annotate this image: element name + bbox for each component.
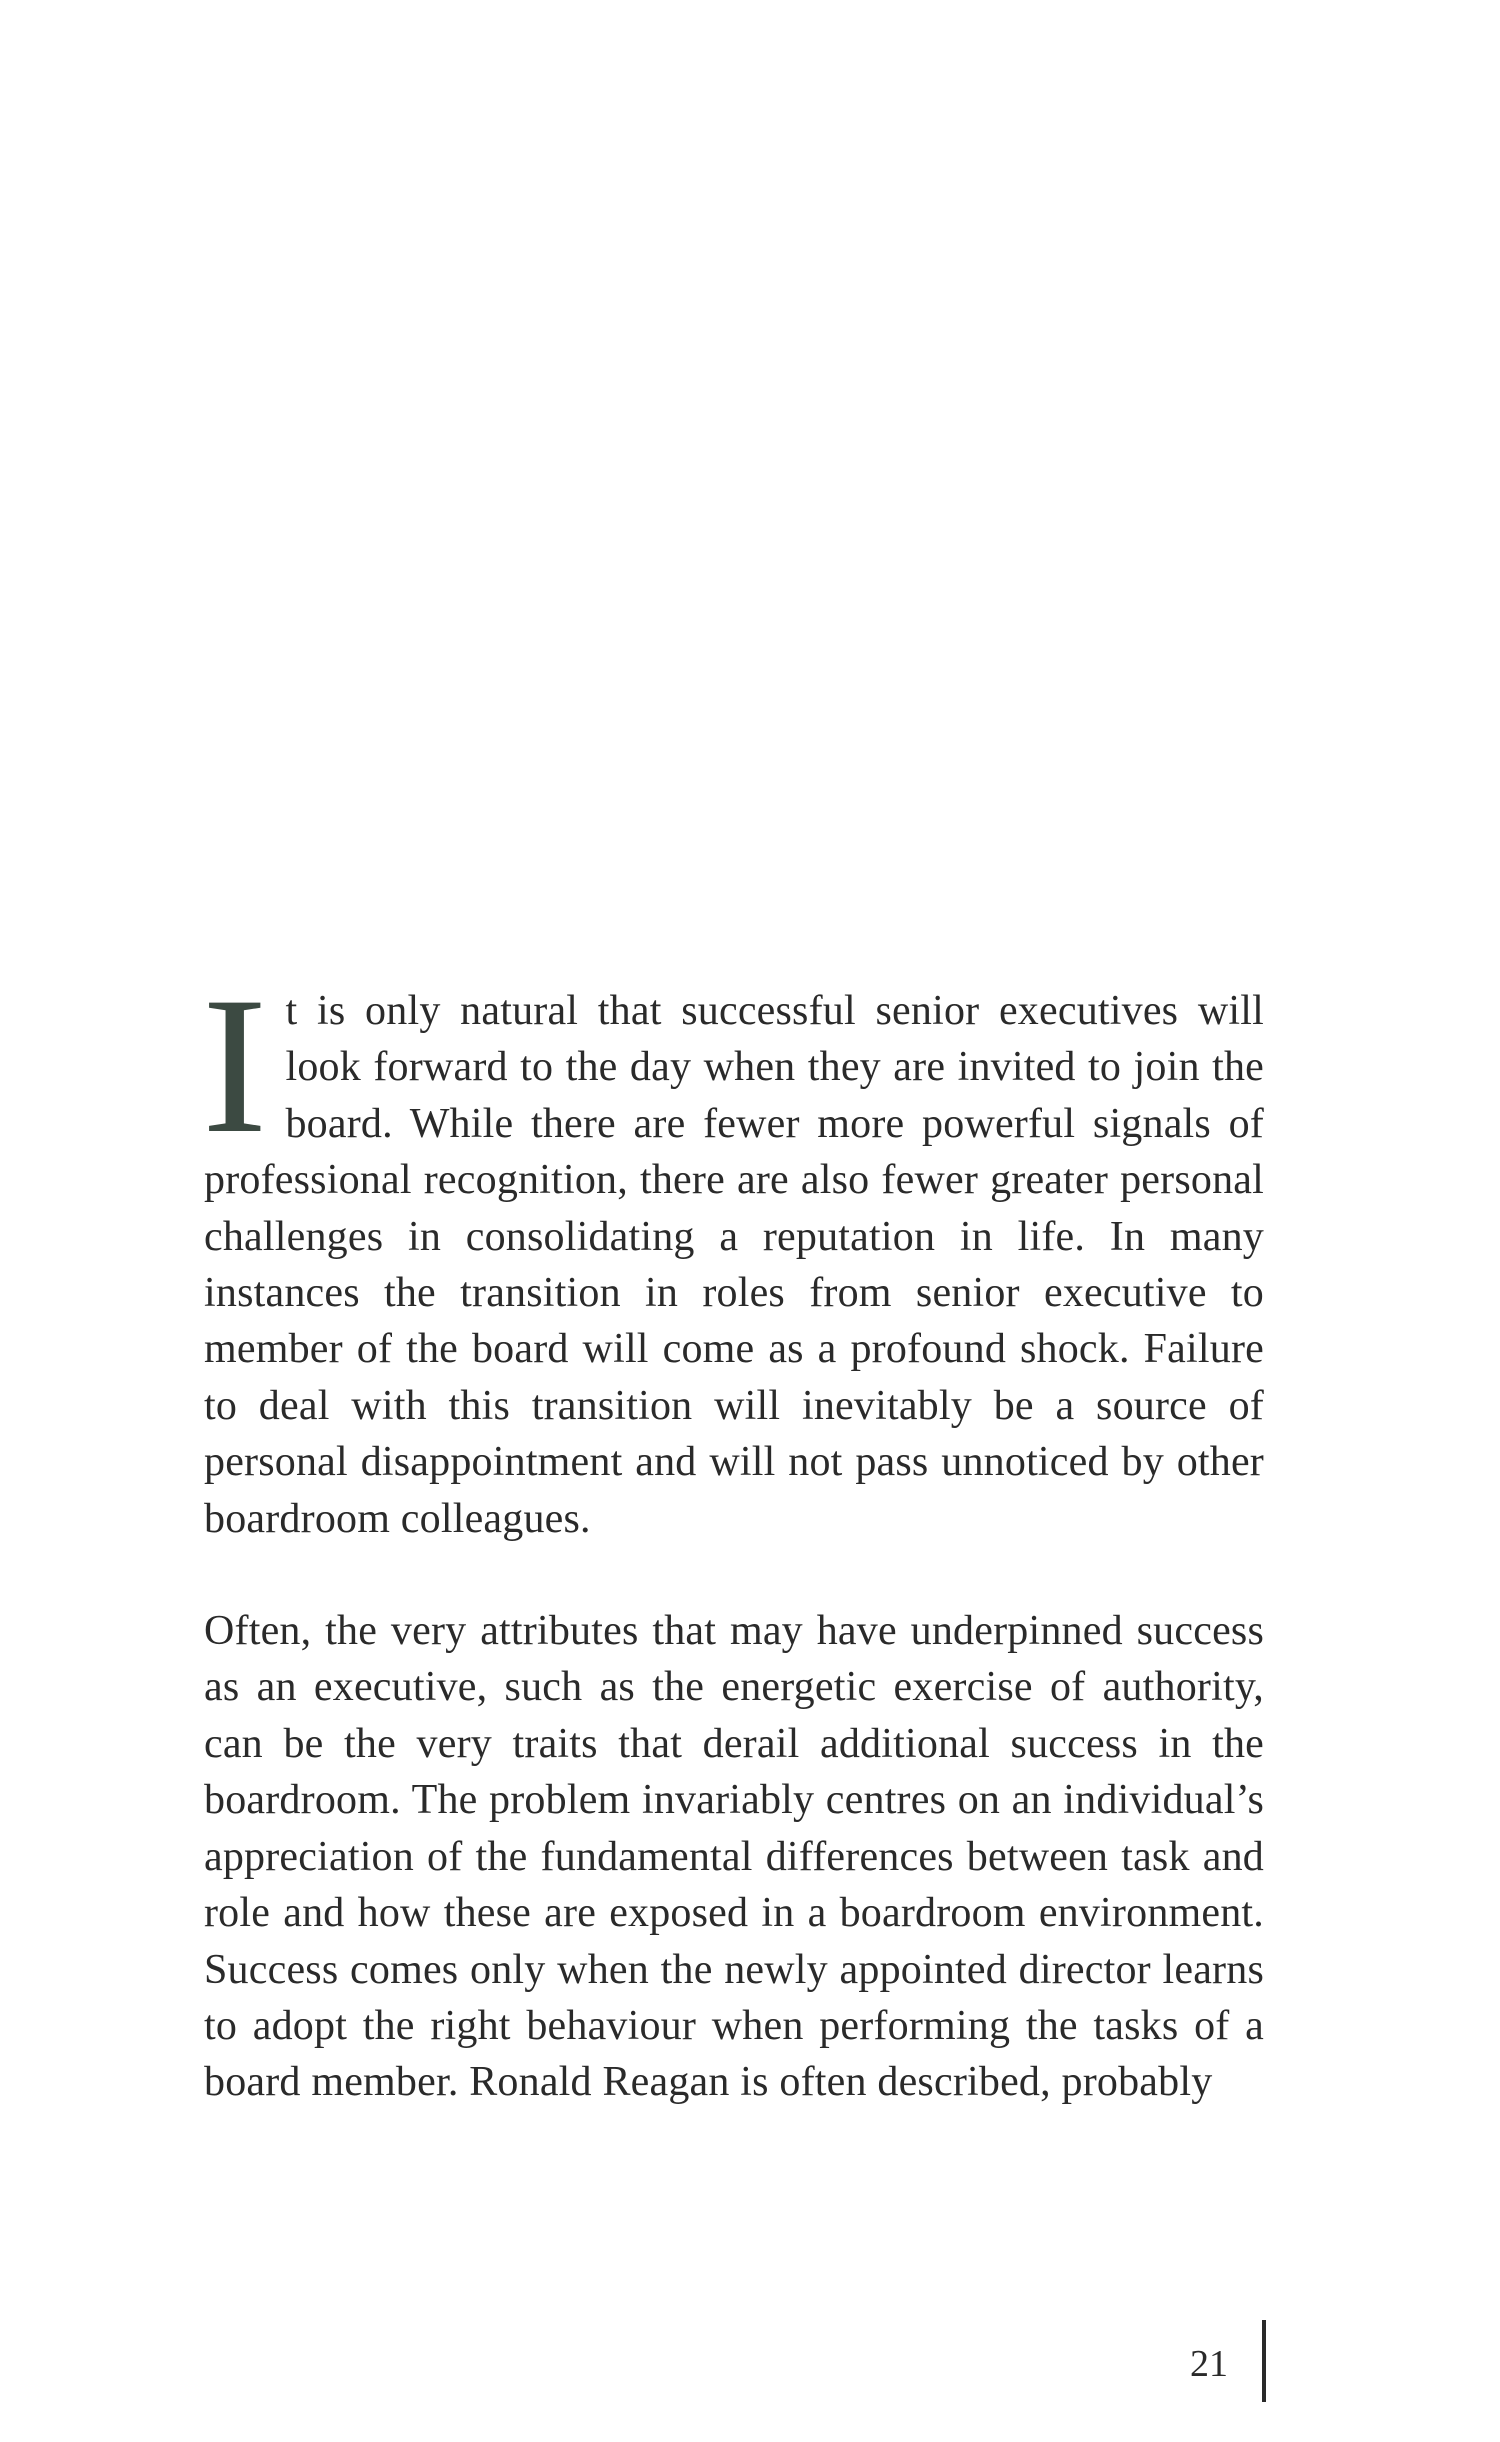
paragraph-1 [202,957,1264,1547]
page-number: 21 [1190,2343,1228,2385]
body-text [202,957,1264,2111]
paragraph-2: Often, the very attributes that may have underpinned success as an executive, such as the energetic exercise of authority, can be the very traits that derail additional success in the boardroom. The problem invariably centres on an individual’s appreciation of the fundamental differences between task and role and how these are exposed in a boardroom environment. Success comes only when the newly appointed director learns to adopt the right behaviour when performing the tasks of a board member. Ronald Reagan is often described, probably [204,1608,1264,2106]
paragraph-1-text: t is only natural that successful senior executives will look forward to the day when they are invited to join the board. While there are fewer more powerful signals of professional recognition, there are also fewer greater personal challenges in consolidating a reputation in life. In many instances the transition in roles from senior executive to member of the board will come as a profound shock. Failure to deal with this transition will inevitably be a source of personal disappointment and will not pass unnoticed by other boardroom colleagues. [204,988,1264,1542]
page-number-rule [1262,2320,1266,2402]
drop-cap-letter: I [202,957,268,1174]
